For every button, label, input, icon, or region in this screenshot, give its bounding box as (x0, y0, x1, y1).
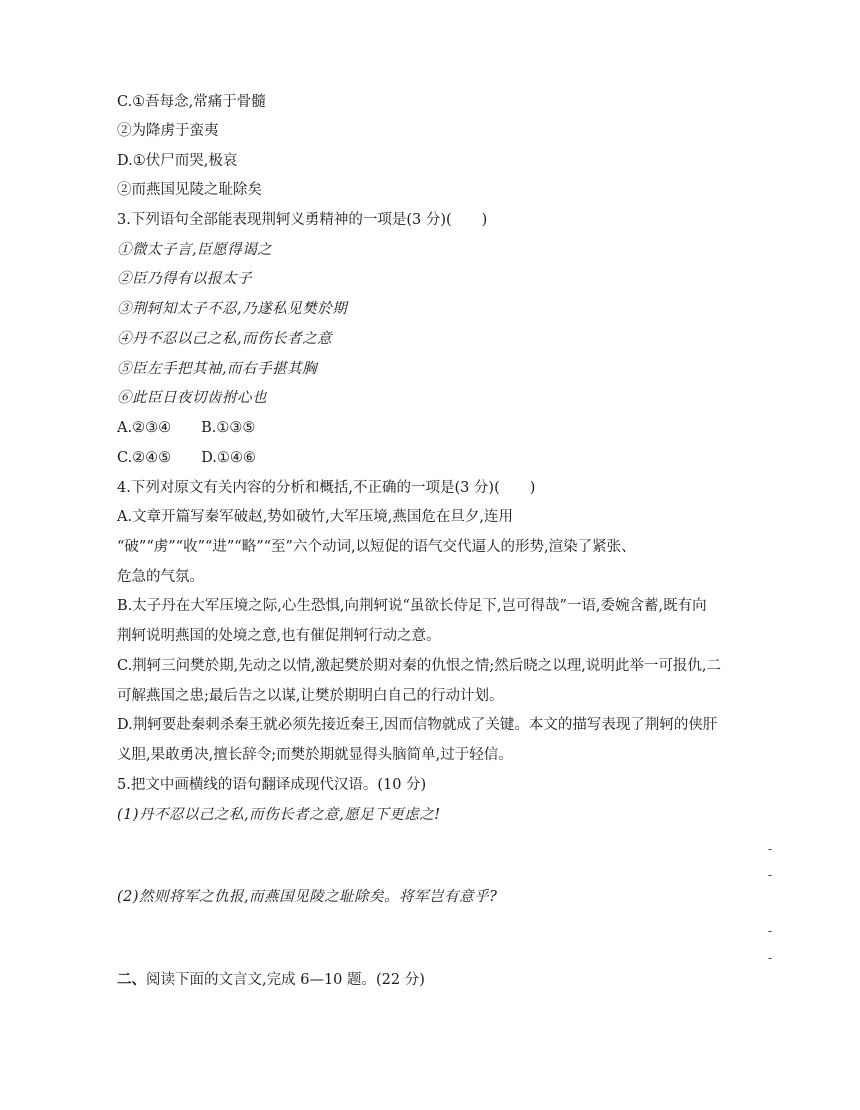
q3-item-4: ④丹不忍以己之私,而伤长者之意 (117, 331, 333, 347)
q3-stem: 3.下列语句全部能表现荆轲义勇精神的一项是(3 分)( ) (117, 212, 488, 228)
answer-line-mark: - (768, 842, 773, 856)
q2-option-c1: C.①吾每念,常痛于骨髓 (117, 94, 266, 110)
q4-option-a-line1: A.文章开篇写秦军破赵,势如破竹,大军压境,燕国危在旦夕,连用 (117, 509, 514, 525)
q4-option-a-line2: “破”“虏”“收”“进”“略”“至”六个动词,以短促的语气交代逼人的形势,渲染了紧张、 (117, 539, 636, 555)
q2-option-d1: D.①伏尸而哭,极哀 (117, 153, 238, 169)
q3-option-d: D.①④⑥ (201, 450, 256, 466)
q3-item-6: ⑥此臣日夜切齿拊心也 (117, 390, 267, 406)
q3-options-cd (117, 448, 777, 468)
q4-option-b-line1: B.太子丹在大军压境之际,心生恐惧,向荆轲说“虽欲长侍足下,岂可得哉”一语,委婉含蓄,既有向 (117, 598, 707, 614)
section-2-heading: 二、阅读下面的文言文,完成 6—10 题。(22 分) (117, 971, 425, 988)
q4-option-b-line2: 荆轲说明燕国的处境之意,也有催促荆轲行动之意。 (117, 628, 441, 644)
q4-option-c-line1: C.荆轲三问樊於期,先动之以情,激起樊於期对秦的仇恨之情;然后晓之以理,说明此举一可报仇,二 (117, 658, 722, 674)
answer-line-mark: - (768, 924, 773, 938)
q2-option-c2: ②为降虏于蛮夷 (117, 123, 219, 139)
answer-line-mark: - (768, 868, 773, 882)
q5-sentence-2: (2)然则将军之仇报,而燕国见陵之耻除矣。将军岂有意乎? (117, 889, 498, 905)
emphasis-mark: 于 (175, 123, 190, 139)
q3-options-ab (117, 418, 777, 438)
emphasis-mark: 而 (174, 153, 190, 169)
q3-option-c: C.②④⑤ (117, 450, 172, 466)
emphasis-mark: 而 (131, 182, 146, 198)
q3-item-5: ⑤臣左手把其袖,而右手揕其胸 (117, 361, 318, 377)
q4-option-d-line2: 义胆,果敢勇决,擅长辞令;而樊於期就显得头脑简单,过于轻信。 (117, 747, 513, 763)
answer-line-mark: - (768, 951, 773, 965)
q4-option-d-line1: D.荆轲要赴秦刺杀秦王就必须先接近秦王,因而信物就成了关键。本文的描写表现了荆轲的侠肝 (117, 717, 718, 733)
q3-option-b: B.①③⑤ (201, 420, 256, 436)
q4-option-a-line3: 危急的气氛。 (117, 569, 204, 585)
q3-option-a: A.②③④ (117, 420, 172, 436)
q5-stem: 5.把文中画横线的语句翻译成现代汉语。(10 分) (117, 777, 427, 793)
q3-item-3: ③荆轲知太子不忍,乃遂私见樊於期 (117, 301, 348, 317)
q4-option-c-line2: 可解燕国之患;最后告之以谋,让樊於期明白自己的行动计划。 (117, 688, 504, 704)
q3-item-1: ①微太子言,臣愿得谒之 (117, 242, 273, 258)
q3-item-2: ②臣乃得有以报太子 (117, 271, 252, 287)
q4-stem: 4.下列对原文有关内容的分析和概括,不正确的一项是(3 分)( ) (117, 480, 536, 496)
q2-option-d2: ②而燕国见陵之耻除矣 (117, 182, 262, 198)
q5-sentence-1: (1)丹不忍以己之私,而伤长者之意,愿足下更虑之! (117, 807, 441, 823)
emphasis-mark: 于 (222, 94, 237, 110)
